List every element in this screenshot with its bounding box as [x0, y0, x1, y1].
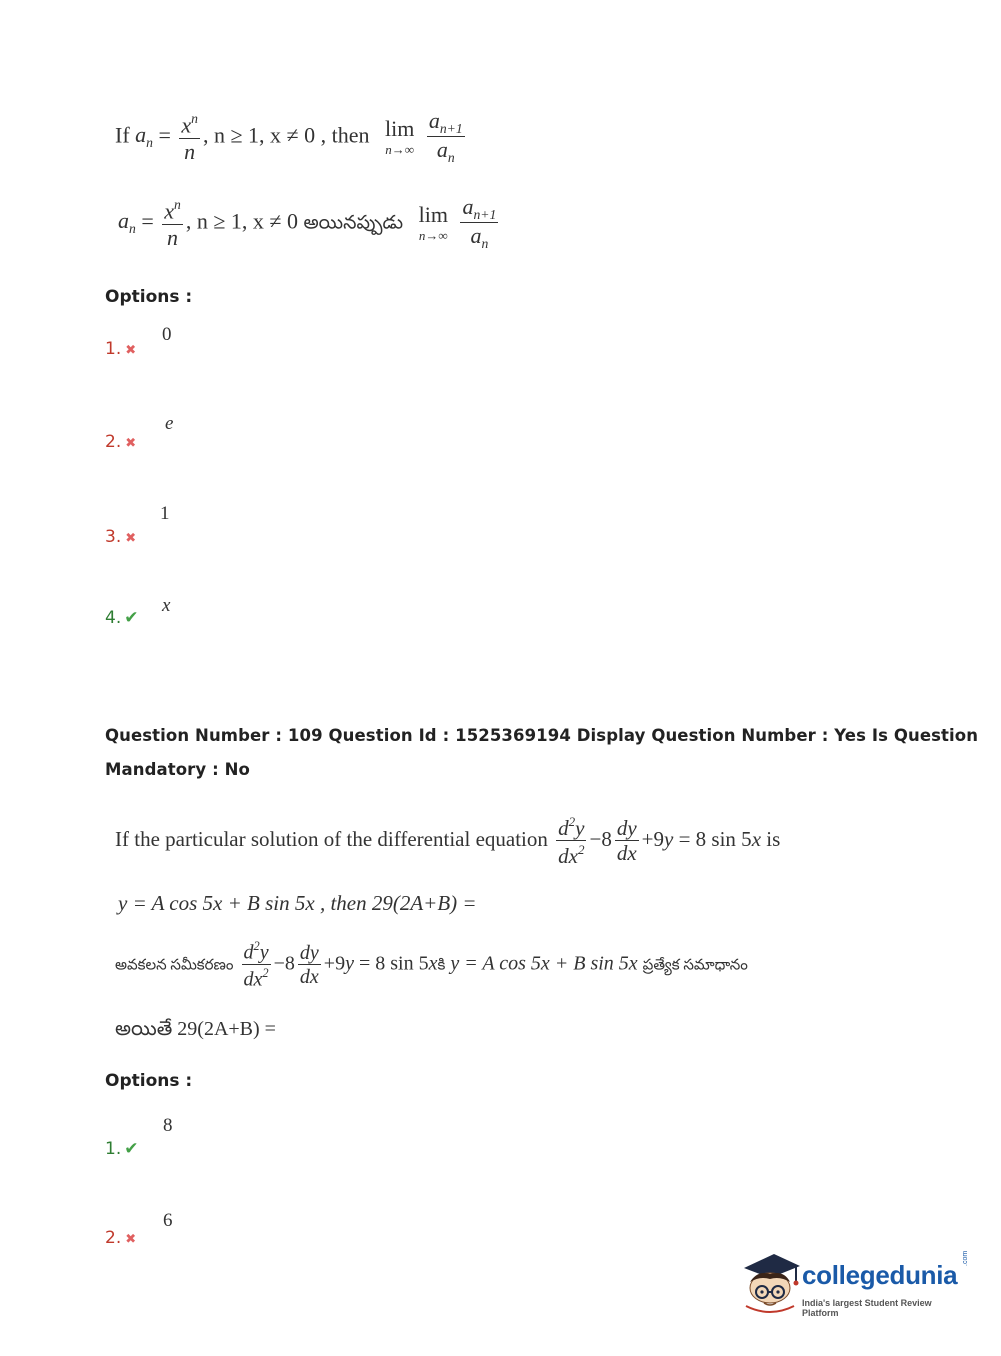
q109-telugu-line2: అయితే 29(2A+B) = — [115, 1018, 276, 1040]
options-label: Options : — [105, 1071, 193, 1091]
option-item[interactable]: 1. ✔ — [105, 1139, 139, 1159]
wrong-icon: ✖ — [125, 436, 137, 451]
collegedunia-logo[interactable] — [740, 1248, 970, 1318]
logo-com: .com — [962, 1250, 969, 1266]
limit-operator: lim n→∞ — [385, 116, 415, 158]
option-item[interactable]: 4. ✔ — [105, 608, 139, 628]
correct-icon: ✔ — [124, 608, 139, 628]
option-value: 6 — [163, 1210, 173, 1231]
options-label: Options : — [105, 287, 193, 307]
option-value: e — [165, 413, 174, 434]
mascot-icon — [740, 1248, 802, 1316]
option-item[interactable]: 2. ✖ — [105, 1228, 137, 1248]
option-value: 0 — [162, 324, 172, 345]
q109-english-line2: y = A cos 5x + B sin 5x , then 29(2A+B) = — [118, 891, 477, 915]
option-value: 8 — [163, 1115, 173, 1136]
q108-telugu-statement: $a_n$ = $\frac{x^n}{n}$ , n ≥ 1, x ≠ 0 అయినప్పుడు lim n→∞ $\frac{a_{n+1}}{a_n}$ — [118, 194, 497, 252]
correct-icon: ✔ — [124, 1139, 139, 1159]
option-value: 1 — [160, 503, 170, 524]
limit-operator: lim n→∞ — [418, 202, 448, 244]
option-item[interactable]: 2. ✖ — [105, 432, 137, 452]
option-item[interactable]: 3. ✖ — [105, 527, 137, 547]
question-meta-line2: Mandatory : No — [105, 760, 250, 779]
question-meta-line1: Question Number : 109 Question Id : 1525369194 Display Question Number : Yes Is Question — [105, 726, 979, 745]
logo-wordmark: collegedunia — [802, 1260, 958, 1290]
q108-english-statement: If $a_n$ = $\frac{x^n}{n}$ , n ≥ 1, x ≠ 0 , then lim n→∞ $\frac{a_{n+1}}{a_n}$ — [115, 108, 463, 166]
option-item[interactable]: 1. ✖ — [105, 339, 137, 359]
q109-telugu-line1: అవకలన సమీకరణం $\frac{d^2y}{dx^2}$ −8 $\frac{dy}{dx}$ +9y = 8 sin 5xకి y = A cos 5x + B sin 5x ప్రత్యేక సమాధానం — [115, 939, 748, 991]
logo-tagline: India's largest Student Review Platform — [802, 1298, 932, 1318]
wrong-icon: ✖ — [125, 1232, 137, 1247]
wrong-icon: ✖ — [125, 343, 137, 358]
option-value: x — [162, 595, 171, 616]
q109-english-line1: If the particular solution of the differential equation $\frac{d^2y}{dx^2}$ −8 $\frac{dy}{dx}$ +9y = 8 sin 5x is — [115, 814, 781, 869]
wrong-icon: ✖ — [125, 531, 137, 546]
